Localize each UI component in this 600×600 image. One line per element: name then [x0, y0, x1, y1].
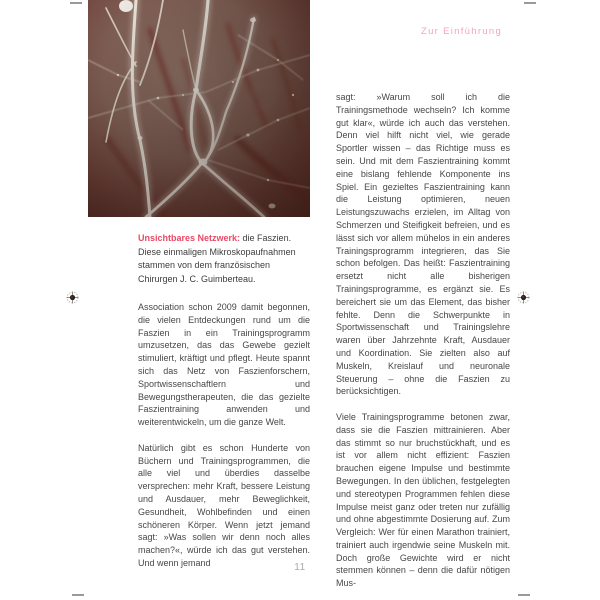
paragraph: Association schon 2009 damit begonnen, die vielen Entdeckungen rund um die Faszien in ein Trainingsprogramm umzusetzen, das das Gewebe gezielt stimuliert, kräftigt und pflegt. Heute spannt sich das Netz von Faszienforschern, Sportwissenschaftlern und Bewegungstherapeuten, die das gezielte Faszientraining anwenden und weiterentwickeln, um die ganze Welt. [138, 302, 310, 428]
caption-text: die Faszien. Diese einmaligen Mikroskopaufnahmen stammen von dem französischen Chirurgen J. C. Guimberteau. [138, 233, 296, 284]
paragraph: Natürlich gibt es schon Hunderte von Büchern und Trainingsprogrammen, die alle viel und überdies dasselbe versprechen: mehr Kraft, bessere Leistung und Ausdauer, mehr Beweglichkeit, Gesundheit, Wohlbefinden und einen schöneren Körper. Wenn jetzt jemand sagt: »Was sollen wir denn noch alles machen?«, würde ich das gut verstehen. Und wenn jemand [138, 442, 310, 568]
paragraph: Viele Trainingsprogramme betonen zwar, dass sie die Faszien mittrainieren. Aber das stimmt so nur bruchstückhaft, und es ist vor allem nicht effizient: Faszien brauchen eigene Impulse und bestimmte Bewegungen. In den üblichen, festgelegten und stereotypen Programmen fehlen diese Impulse meist ganz oder treten nur zufällig und ohne abgestimmte Dosierung auf. Zum Vergleich: Wer für einen Marathon trainiert, trainiert auch irgendwie seine Muskeln mit. Doch große Gewichte wird er nicht stemmen können – denn die dafür nötigen Mus- [336, 411, 510, 589]
text-column-right [336, 91, 510, 590]
paragraph: sagt: »Warum soll ich die Trainingsmethode wechseln? Ich komme gut klar«, würde ich auch das verstehen. Denn viel hilft nicht viel, wie gerade Sportler wissen – das Richtige muss es sein. Und mit dem Faszientraining kommt eine bislang fehlende Komponente ins Spiel. Ein gezieltes Faszientraining kann die Leistung optimieren, neuen Leistungszuwachs erzielen, im Alltag von Schmerzen und Steifigkeit befreien, und es lässt sich vor allem mühelos in ein anderes Trainingsprogramm integrieren, das Sie schon befolgen. Das heißt: Faszientraining ersetzt nicht alle bisherigen Trainingsprogramme, es ergänzt sie. Es bereichert sie um das Element, das bisher fehlte. Denn die Schwerpunkte in Sportwissenschaft und Trainingslehre waren über Jahrzehnte Kraft, Ausdauer und Koordination. Sie zielten also auf Muskeln, Kreislauf und neuronale Steuerung – ohne die Faszien zu berücksichtigen. [336, 92, 510, 397]
crop-mark-line [70, 2, 82, 4]
text-column-left [138, 301, 310, 570]
fascia-microscopy-image [88, 0, 310, 217]
crop-mark-line [72, 594, 84, 596]
registration-target-icon [517, 291, 530, 304]
caption-lead: Unsichtbares Netzwerk: [138, 233, 241, 243]
figure-caption [138, 232, 310, 286]
crop-mark-line [518, 594, 530, 596]
crop-mark-line [524, 2, 536, 4]
page-number: 11 [294, 562, 306, 573]
registration-target-icon [66, 291, 79, 304]
running-head: Zur Einführung [421, 26, 503, 37]
